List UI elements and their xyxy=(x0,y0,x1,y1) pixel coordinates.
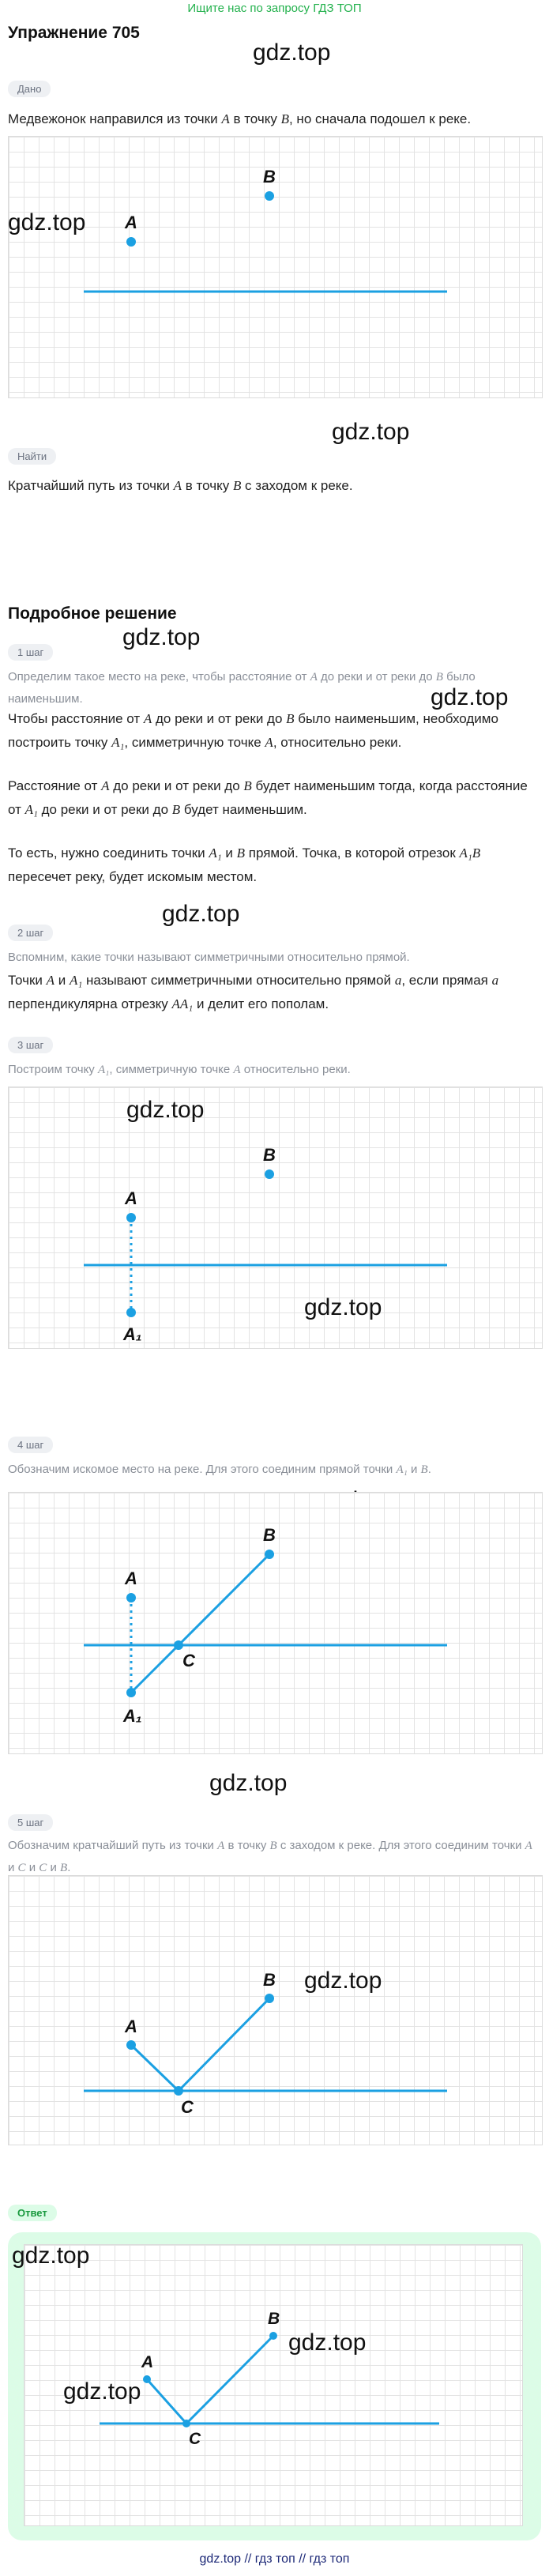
point-a xyxy=(143,2375,151,2383)
step-4-figure xyxy=(8,1492,543,1754)
point-ref: A₁ xyxy=(70,973,83,988)
point-ref: A xyxy=(265,735,273,750)
label-a: A xyxy=(141,2353,154,2371)
step-3-figure xyxy=(8,1087,543,1349)
step-1-label: 1 шаг xyxy=(8,644,53,661)
point-ref: A₁ xyxy=(97,1064,110,1076)
segment-ac xyxy=(131,2045,179,2091)
step-2-p1 xyxy=(8,969,537,1016)
t: и xyxy=(407,1463,421,1476)
t: было наименьшим. xyxy=(8,670,476,706)
t: , если прямая xyxy=(401,973,492,988)
t: Точки xyxy=(8,973,47,988)
given-text-p2: в точку xyxy=(229,111,281,126)
point-ref: A xyxy=(101,778,110,793)
point-ref: A xyxy=(233,1064,241,1076)
label-a: A xyxy=(125,2017,137,2036)
step-2-label: 2 шаг xyxy=(8,925,53,941)
point-b xyxy=(265,191,274,201)
find-text-p1: Кратчайший путь из точки xyxy=(8,478,174,493)
point-ref: B xyxy=(435,671,443,684)
point-ref: B xyxy=(243,778,252,793)
t: и xyxy=(47,1861,61,1874)
find-text xyxy=(8,474,537,498)
t: называют симметричными относительно прямой xyxy=(82,973,395,988)
point-ref: B xyxy=(232,478,242,493)
given-text-p1: Медвежонок направился из точки xyxy=(8,111,222,126)
watermark: gdz.top xyxy=(253,40,331,66)
step-1-p2 xyxy=(8,774,537,822)
watermark: gdz.top xyxy=(162,901,240,927)
watermark: gdz.top xyxy=(431,684,509,710)
point-ref: a xyxy=(394,973,402,988)
point-ref: A xyxy=(221,111,230,126)
point-c xyxy=(182,2420,190,2427)
t: будет наименьшим тогда, когда расстояние от xyxy=(8,778,528,817)
t: и xyxy=(221,845,237,861)
label-b: B xyxy=(263,1525,276,1545)
step-2-note: Вспомним, какие точки называют симметричными относительно прямой. xyxy=(8,951,410,964)
t: и xyxy=(25,1861,39,1874)
t: пересечет реку, будет искомым местом. xyxy=(8,869,258,884)
t: прямой. Точка, в которой отрезок xyxy=(245,845,460,861)
label-c: C xyxy=(189,2430,201,2448)
t: . xyxy=(67,1861,71,1874)
point-ref: A₁ xyxy=(396,1463,408,1476)
point-ref: B xyxy=(171,802,181,817)
point-b xyxy=(269,2332,277,2340)
point-b xyxy=(265,1550,274,1559)
t: Обозначим искомое место на реке. Для этого соединим прямой точки xyxy=(8,1463,397,1476)
watermark: gdz.top xyxy=(332,419,410,445)
point-a xyxy=(126,1213,136,1222)
find-text-p2: в точку xyxy=(182,478,233,493)
point-ref: B xyxy=(60,1862,68,1874)
footer-links[interactable]: gdz.top // гдз топ // гдз топ xyxy=(199,2552,350,2566)
t: перпендикулярна отрезку xyxy=(8,996,172,1011)
step-4-label: 4 шаг xyxy=(8,1437,53,1453)
watermark: gdz.top xyxy=(63,2378,141,2405)
point-ref: A₁ xyxy=(24,802,38,817)
t: до реки и от реки до xyxy=(109,778,244,793)
point-ref: A₁ xyxy=(111,735,125,750)
given-text xyxy=(8,107,537,131)
point-ref: A xyxy=(310,671,318,684)
t: было наименьшим, необходимо построить точку xyxy=(8,711,498,750)
point-ref: B xyxy=(280,111,289,126)
step-1-p1 xyxy=(8,707,537,755)
label-a: A xyxy=(125,213,137,232)
t: и xyxy=(55,973,70,988)
point-c xyxy=(174,2086,183,2096)
watermark: gdz.top xyxy=(8,209,86,235)
page-title: Упражнение 705 xyxy=(8,24,140,42)
point-ref: A xyxy=(525,1840,532,1852)
segment-cb xyxy=(179,1998,269,2091)
point-ref: B xyxy=(420,1463,428,1476)
label-b: B xyxy=(263,1970,276,1990)
point-a xyxy=(126,1593,136,1602)
find-label: Найти xyxy=(8,448,56,465)
label-b: B xyxy=(263,1145,276,1165)
given-text-p3: , но сначала подошел к реке. xyxy=(288,111,472,126)
point-a1 xyxy=(126,1688,136,1697)
watermark: gdz.top xyxy=(122,624,201,650)
step-1-p3 xyxy=(8,842,537,889)
watermark: gdz.top xyxy=(126,1097,205,1123)
point-ref: B xyxy=(236,845,246,861)
watermark: gdz.top xyxy=(288,2329,367,2356)
section-title: Подробное решение xyxy=(8,604,177,623)
step-5-label: 5 шаг xyxy=(8,1814,53,1831)
point-ref: A₁ xyxy=(209,845,222,861)
t: в точку xyxy=(224,1839,270,1852)
point-a1 xyxy=(126,1308,136,1317)
t: с заходом к реке. Для этого соединим точки xyxy=(276,1839,525,1852)
point-ref: A xyxy=(46,973,55,988)
top-banner[interactable]: Ищите нас по запросу ГДЗ ТОП xyxy=(187,2,362,15)
step-3-figure-svg xyxy=(9,1087,542,1348)
find-text-p3: с заходом к реке. xyxy=(241,478,353,493)
point-ref: AA₁ xyxy=(171,996,194,1011)
t: и xyxy=(8,1861,18,1874)
t: до реки и от реки до xyxy=(152,711,287,726)
step-4-note xyxy=(8,1459,537,1481)
point-b xyxy=(265,1994,274,2003)
point-ref: a xyxy=(491,973,499,988)
line-a1-b xyxy=(131,1554,269,1693)
step-5-figure-svg xyxy=(9,1876,542,2145)
t: То есть, нужно соединить точки xyxy=(8,845,209,861)
step-5-figure xyxy=(8,1875,543,2145)
label-c: C xyxy=(182,1651,195,1670)
watermark: gdz.top xyxy=(304,1294,382,1320)
t: , симметричную точке xyxy=(124,735,265,750)
t: до реки и от реки до xyxy=(317,670,436,684)
t: , симметричную точке xyxy=(109,1063,234,1076)
step-4-figure-svg xyxy=(9,1493,542,1753)
step-3-note xyxy=(8,1059,537,1081)
t: будет наименьшим. xyxy=(180,802,307,817)
t: . xyxy=(427,1463,431,1476)
segment-ac xyxy=(147,2379,186,2423)
t: и делит его пополам. xyxy=(193,996,329,1011)
point-ref: C xyxy=(39,1862,47,1874)
given-figure xyxy=(8,136,543,398)
point-ref: B xyxy=(269,1840,277,1852)
given-label: Дано xyxy=(8,81,51,97)
label-c: C xyxy=(181,2097,194,2117)
watermark: gdz.top xyxy=(12,2243,90,2269)
point-b xyxy=(265,1169,274,1179)
label-a1: A₁ xyxy=(123,1324,142,1344)
label-b: B xyxy=(268,2310,280,2328)
given-figure-svg xyxy=(9,137,542,397)
step-5-note xyxy=(8,1835,537,1879)
t: относительно реки. xyxy=(240,1063,351,1076)
t: Построим точку xyxy=(8,1063,98,1076)
point-ref: A xyxy=(217,1840,225,1852)
point-a xyxy=(126,237,136,247)
t: до реки и от реки до xyxy=(37,802,172,817)
point-ref: C xyxy=(17,1862,26,1874)
point-ref: A xyxy=(143,711,152,726)
step-3-label: 3 шаг xyxy=(8,1037,53,1053)
t: Обозначим кратчайший путь из точки xyxy=(8,1839,218,1852)
point-a xyxy=(126,2040,136,2050)
label-a1: A₁ xyxy=(123,1706,142,1726)
t: Чтобы расстояние от xyxy=(8,711,144,726)
watermark: gdz.top xyxy=(209,1770,288,1796)
segment-cb xyxy=(186,2336,273,2423)
t: Определим такое место на реке, чтобы расстояние от xyxy=(8,670,310,684)
point-ref: A xyxy=(173,478,182,493)
label-a: A xyxy=(125,1569,137,1588)
t: Расстояние от xyxy=(8,778,102,793)
t: , относительно реки. xyxy=(273,735,402,750)
answer-label: Ответ xyxy=(8,2205,57,2221)
label-b: B xyxy=(263,167,276,186)
label-a: A xyxy=(125,1188,137,1208)
watermark: gdz.top xyxy=(304,1968,382,1994)
point-c xyxy=(174,1640,183,1650)
point-ref: B xyxy=(286,711,295,726)
point-ref: A₁B xyxy=(459,845,481,861)
